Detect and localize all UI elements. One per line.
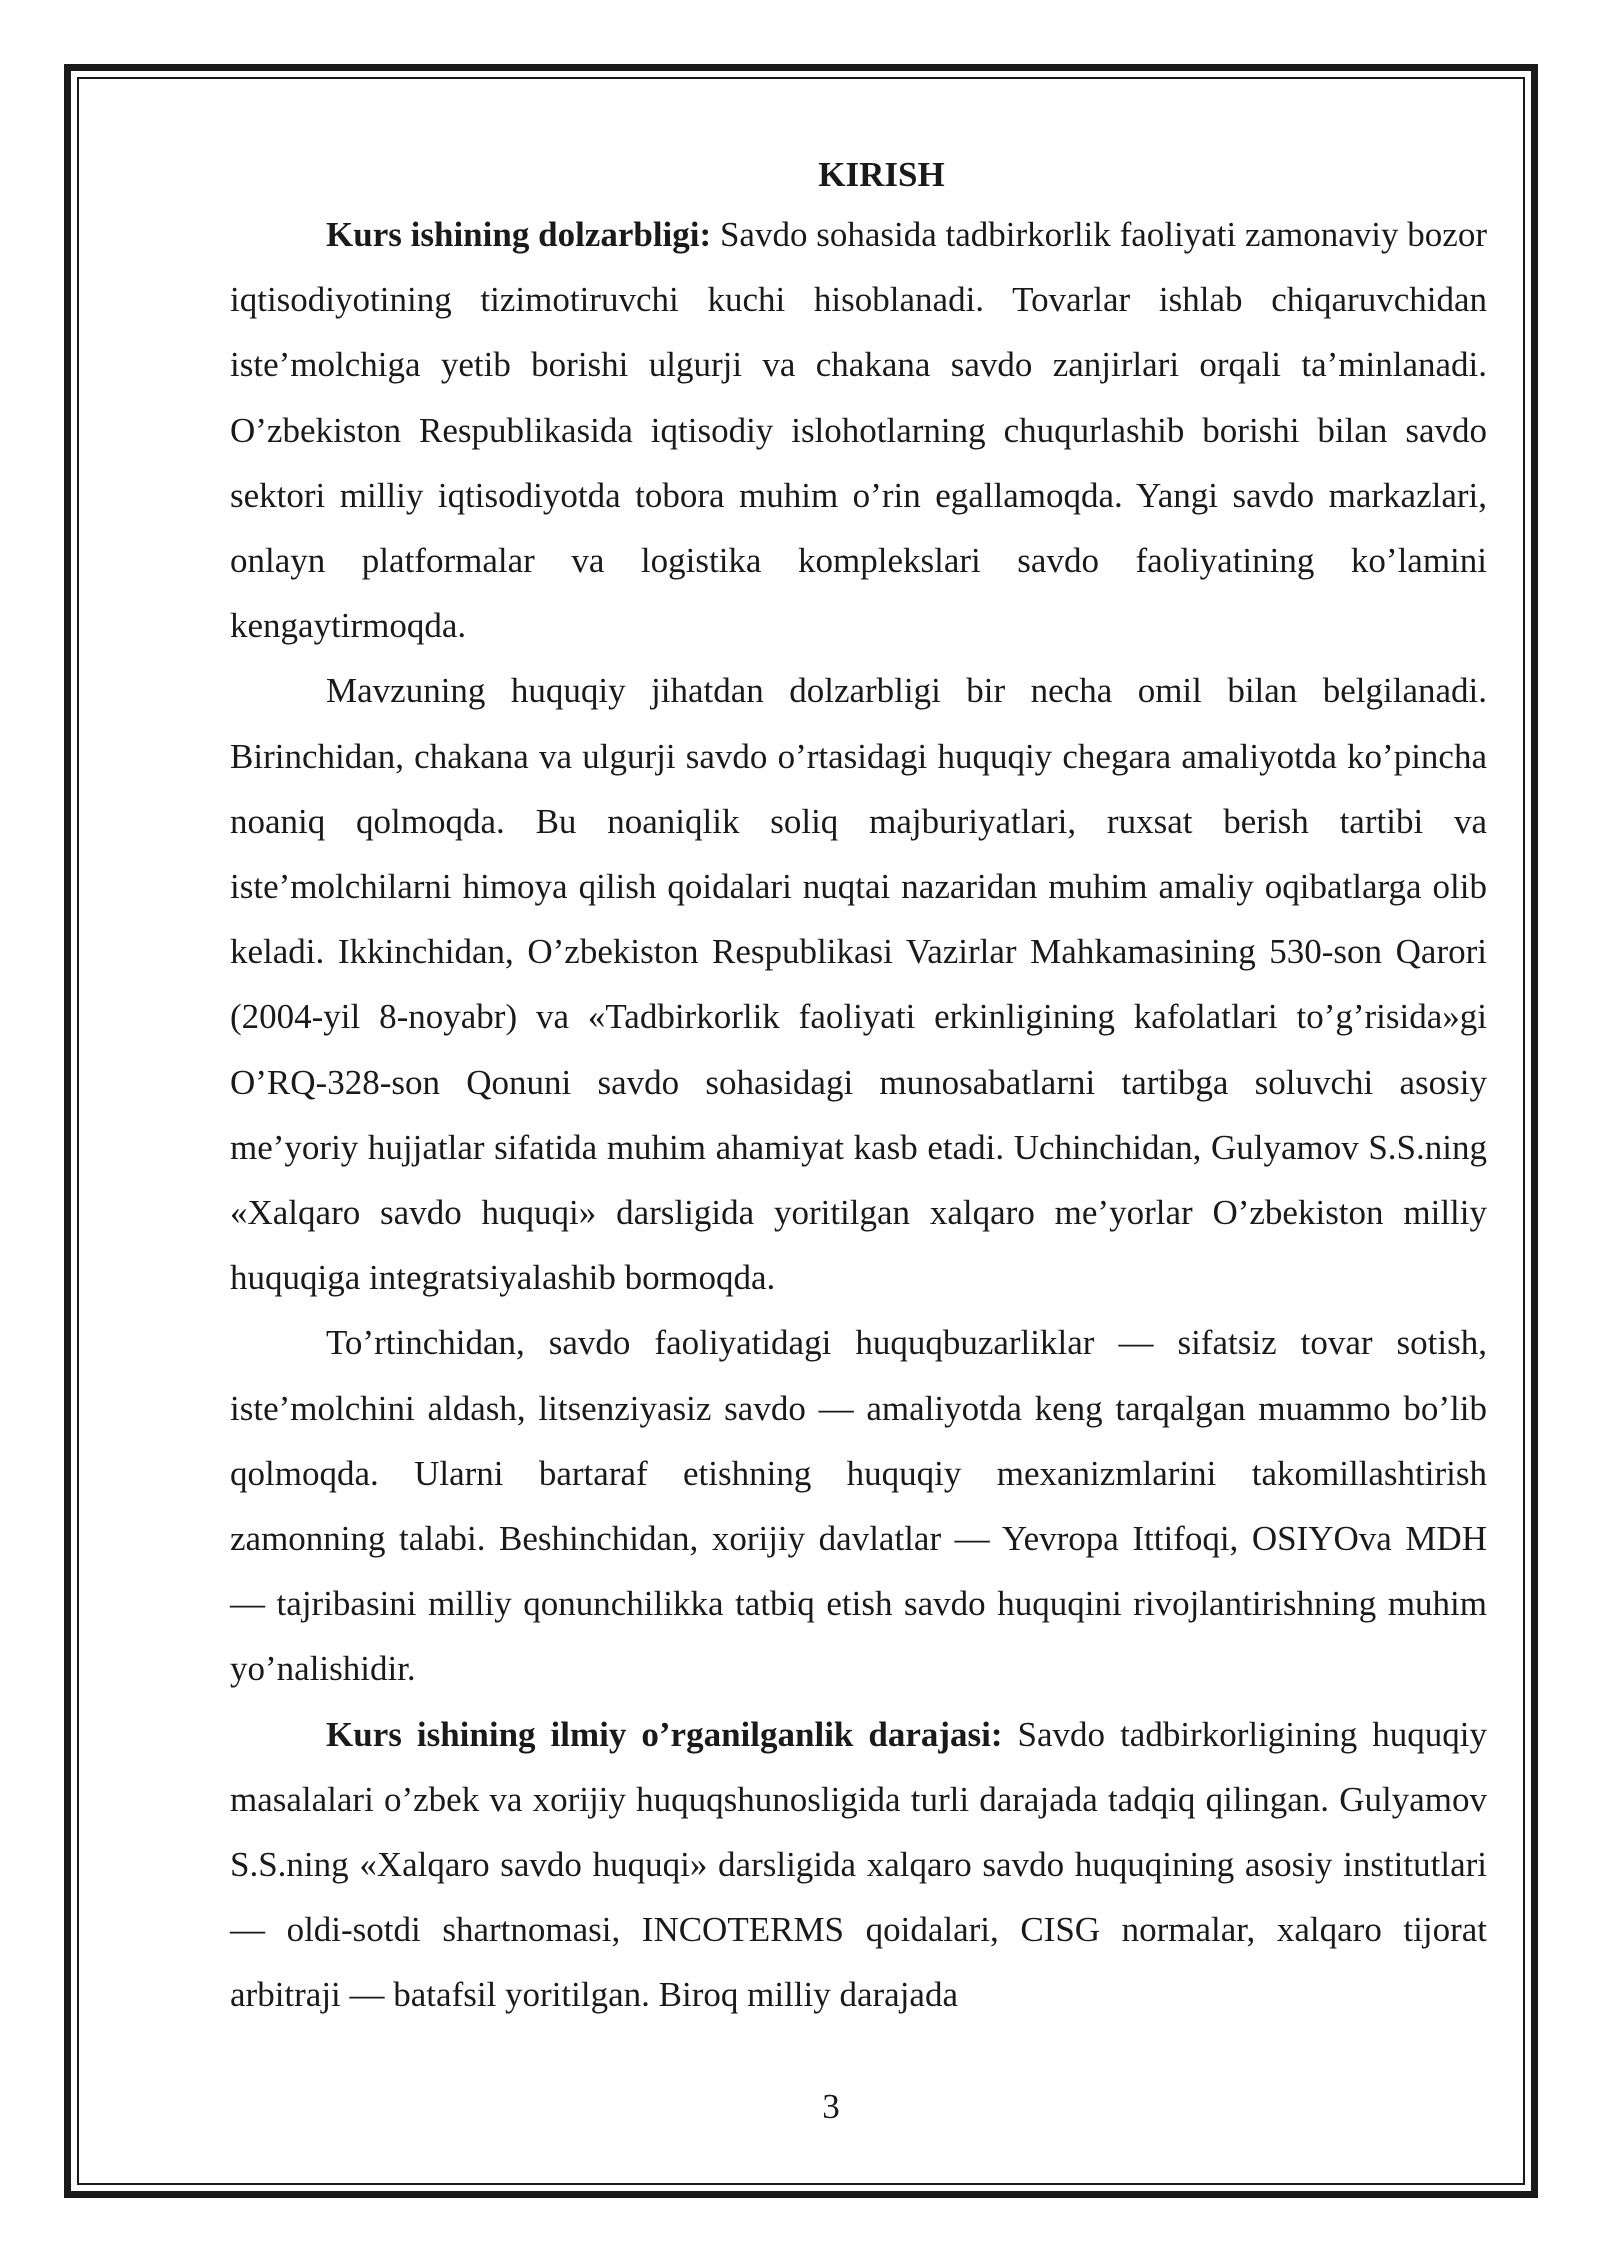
page-number: 3 bbox=[822, 2087, 840, 2126]
paragraph-relevance bbox=[230, 202, 1487, 658]
paragraph-violations bbox=[230, 1310, 1487, 1701]
paragraph-lead: Kurs ishining ilmiy o’rganilganlik darajasi: bbox=[326, 1714, 1003, 1754]
paragraph-text: To’rtinchidan, savdo faoliyatidagi huquqbuzarliklar — sifatsiz tovar sotish, iste’molchini aldash, litsenziyasiz savdo — amaliyotda keng tarqalgan muammo bo’lib qolmoqda. Ularni bartaraf etishning huquqiy mexanizmlarini takomillashtirish zamonning talabi. Beshinchidan, xorijiy davlatlar — Yevropa Ittifoqi, OSIYOva MDH — tajribasini milliy qonunchilikka tatbiq etish savdo huquqini rivojlantirishning muhim yo’nalishidir. bbox=[230, 1323, 1487, 1689]
paragraph-study-degree bbox=[230, 1702, 1487, 2028]
paragraph-text: Mavzuning huquqiy jihatdan dolzarbligi bir necha omil bilan belgilanadi. Birinchidan, chakana va ulgurji savdo o’rtasidagi huquqiy chegara amaliyotda ko’pincha noaniq qolmoqda. Bu noaniqlik soliq majburiyatlari, ruxsat berish tartibi va iste’molchilarni himoya qilish qoidalari nuqtai nazaridan muhim amaliy oqibatlarga olib keladi. Ikkinchidan, O’zbekiston Respublikasi Vazirlar Mahkamasining 530-son Qarori (2004-yil 8-noyabr) va «Tadbirkorlik faoliyati erkinligining kafolatlari to’g’risida»gi O’RQ-328-son Qonuni savdo sohasidagi munosabatlarni tartibga soluvchi asosiy me’yoriy hujjatlar sifatida muhim ahamiyat kasb etadi. Uchinchidan, Gulyamov S.S.ning «Xalqaro savdo huquqi» darsligida yoritilgan xalqaro me’yorlar O’zbekiston milliy huquqiga integratsiyalashib bormoqda. bbox=[230, 671, 1487, 1298]
paragraph-text: Savdo sohasida tadbirkorlik faoliyati zamonaviy bozor iqtisodiyotining tizimotiruvchi kuchi hisoblanadi. Tovarlar ishlab chiqaruvchidan iste’molchiga yetib borishi ulgurji va chakana savdo zanjirlari orqali ta’minlanadi. O’zbekiston Respublikasida iqtisodiy islohotlarning chuqurlashib borishi bilan savdo sektori milliy iqtisodiyotda tobora muhim o’rin egallamoqda. Yangi savdo markazlari, onlayn platformalar va logistika komplekslari savdo faoliyatining ko’lamini kengaytirmoqda. bbox=[230, 215, 1487, 646]
section-heading: KIRISH bbox=[818, 155, 945, 194]
document-body bbox=[230, 148, 1487, 2028]
paragraph-legal-relevance bbox=[230, 658, 1487, 1310]
paragraph-lead: Kurs ishining dolzarbligi: bbox=[326, 215, 712, 254]
paragraph-text: Savdo tadbirkorligining huquqiy masalalari o’zbek va xorijiy huquqshunosligida turli darajada tadqiq qilingan. Gulyamov S.S.ning «Xalqaro savdo huquqi» darsligida xalqaro savdo huquqining asosiy institutlari — oldi-sotdi shartnomasi, INCOTERMS qoidalari, CISG normalar, xalqaro tijorat arbitraji — batafsil yoritilgan. Biroq milliy darajada bbox=[230, 1714, 1487, 2015]
